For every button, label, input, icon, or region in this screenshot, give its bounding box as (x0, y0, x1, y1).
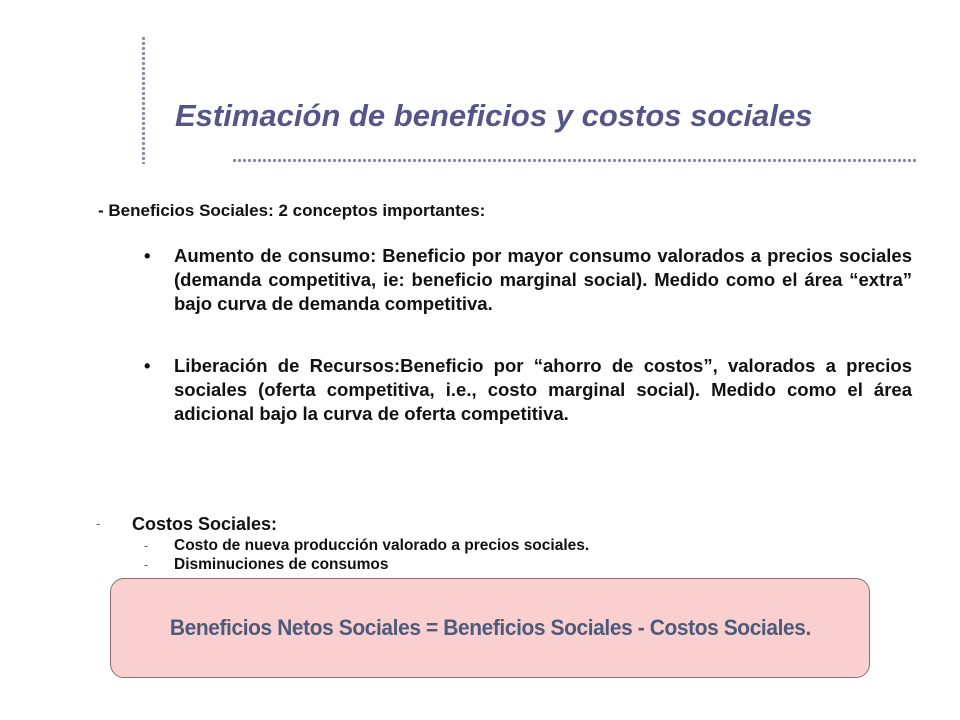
slide-title: Estimación de beneficios y costos sociales (175, 98, 813, 133)
dash-icon: - (96, 516, 101, 531)
net-benefits-formula: Beneficios Netos Sociales = Beneficios Sociales - Costos Sociales. (169, 615, 811, 640)
dash-icon: - (144, 557, 149, 572)
bullet-icon: • (144, 245, 151, 266)
formula-box (110, 578, 870, 678)
costs-heading-text: Costos Sociales: (132, 514, 278, 534)
dash-icon: - (144, 538, 149, 553)
bullet-icon: • (144, 355, 151, 376)
cost-item (96, 555, 589, 574)
benefits-intro: - Beneficios Sociales: 2 conceptos importantes: (98, 201, 486, 220)
benefit-text: Liberación de Recursos:Beneficio por “ahorro de costos”, valorados a precios sociales (oferta competitiva, i.e., costo marginal social). Medido como el área adicional bajo la curva de oferta competitiva. (174, 355, 912, 424)
benefit-item-consumption (144, 244, 912, 316)
horizontal-dotted-rule (232, 158, 918, 163)
cost-item-text: Disminuciones de consumos (174, 556, 389, 573)
costs-heading (96, 512, 589, 536)
vertical-dotted-rule (141, 36, 146, 164)
cost-item-text: Costo de nueva producción valorado a precios sociales. (174, 537, 590, 554)
benefit-item-resources (144, 354, 912, 426)
costs-list (96, 536, 589, 574)
benefit-text: Aumento de consumo: Beneficio por mayor consumo valorados a precios sociales (demanda competitiva, ie: beneficio marginal social). Medido como el área “extra” bajo curva de demanda competitiva. (174, 245, 912, 314)
benefits-list (144, 244, 912, 464)
costs-section (96, 512, 589, 574)
cost-item (96, 536, 589, 555)
